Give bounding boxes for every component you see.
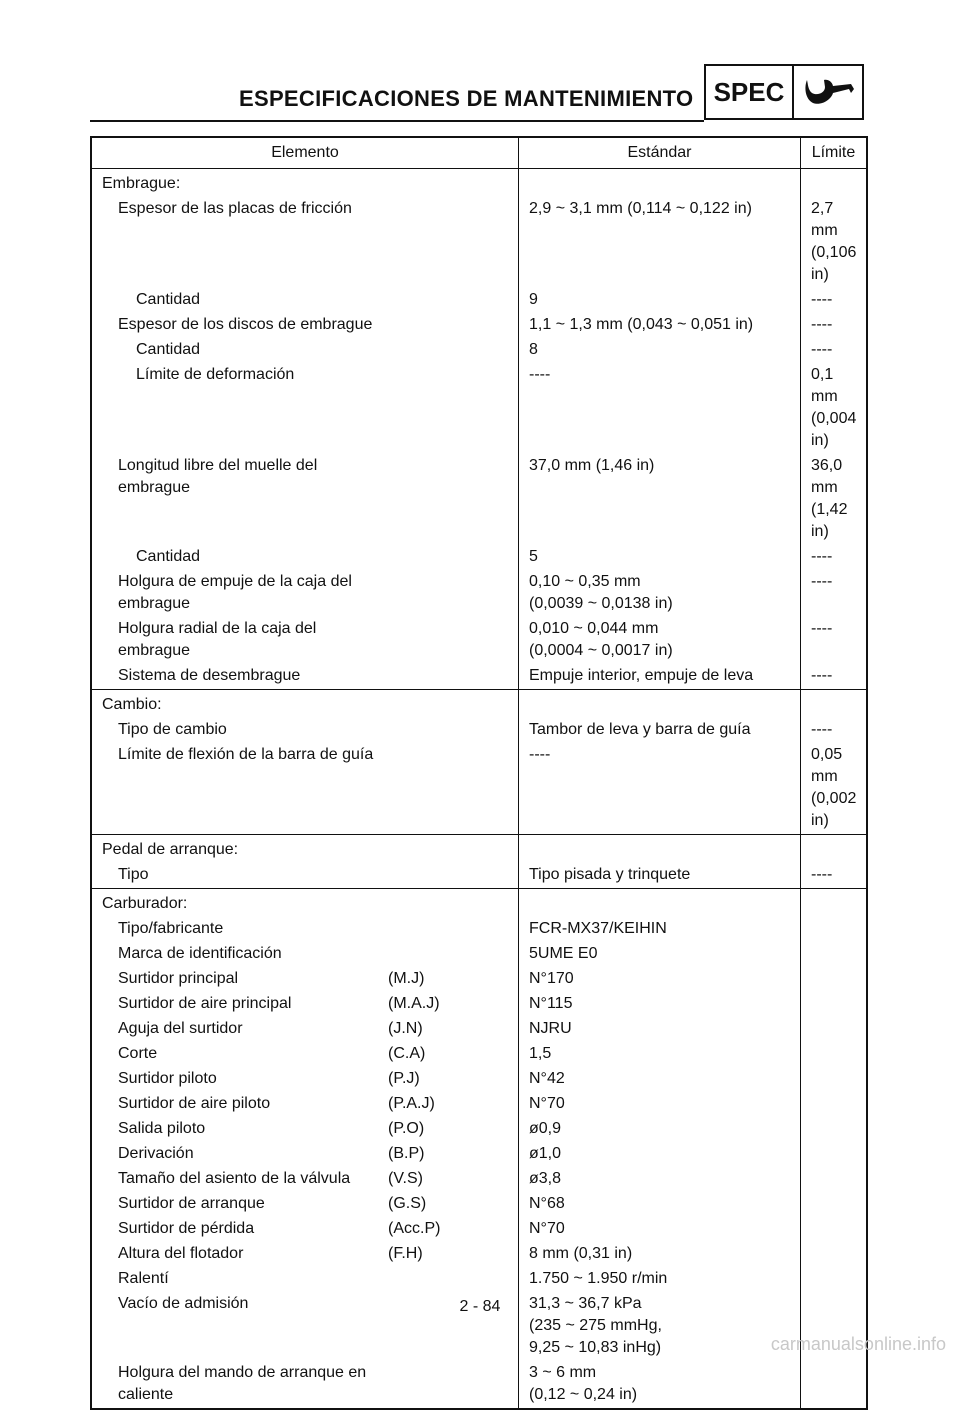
element-name: Salida piloto — [118, 1120, 206, 1137]
element-name: Altura del flotador — [118, 1245, 244, 1262]
standard-value: N°70 — [529, 1220, 565, 1237]
table-row — [91, 942, 867, 967]
standard-value: 0,10 ~ 0,35 mm — [529, 573, 641, 590]
limit-cell — [801, 690, 868, 719]
element-wrap — [118, 1193, 514, 1215]
wrench-icon — [794, 66, 862, 118]
element-name: Espesor de las placas de fricción — [118, 200, 352, 217]
limit-cell — [801, 743, 868, 835]
standard-value: 9,25 ~ 10,83 inHg) — [529, 1339, 662, 1356]
element-name: Derivación — [118, 1145, 194, 1162]
element-code: (P.A.J) — [388, 1095, 435, 1112]
element-wrap — [118, 198, 514, 220]
table-row — [91, 718, 867, 743]
limit-value: ---- — [811, 721, 833, 738]
element-name: Surtidor piloto — [118, 1070, 217, 1087]
limit-cell — [801, 454, 868, 545]
element-wrap — [118, 618, 514, 662]
col-header-element: Elemento — [91, 137, 519, 169]
element-name: Cantidad — [136, 291, 201, 308]
standard-value: ---- — [529, 366, 551, 383]
standard-value: FCR-MX37/KEIHIN — [529, 920, 667, 937]
limit-cell — [801, 1142, 868, 1167]
limit-cell — [801, 288, 868, 313]
limit-cell — [801, 942, 868, 967]
section-title: Carburador: — [91, 889, 519, 918]
element-wrap — [118, 571, 514, 615]
limit-cell — [801, 1117, 868, 1142]
element-cell — [91, 967, 519, 992]
limit-value: ---- — [811, 866, 833, 883]
standard-cell — [519, 1117, 801, 1142]
element-code: (G.S) — [388, 1195, 427, 1212]
standard-value: 1,5 — [529, 1045, 552, 1062]
standard-cell — [519, 863, 801, 889]
element-name: Surtidor de aire piloto — [118, 1095, 271, 1112]
element-name: Límite de flexión de la barra de guía — [118, 746, 374, 763]
standard-cell — [519, 1017, 801, 1042]
limit-value: ---- — [811, 341, 833, 358]
element-cell — [91, 743, 519, 835]
spec-badge — [704, 64, 864, 120]
element-cell — [91, 570, 519, 617]
page-number: 2 - 84 — [459, 1298, 501, 1315]
limit-cell — [801, 313, 868, 338]
element-cell — [91, 197, 519, 288]
header-rule — [90, 120, 704, 122]
limit-cell — [801, 992, 868, 1017]
element-cell — [91, 1267, 519, 1292]
element-wrap — [136, 339, 514, 361]
element-name: Tipo de cambio — [118, 721, 227, 738]
element-name: Ralentí — [118, 1270, 169, 1287]
section-header-row — [91, 169, 867, 198]
element-code: (F.H) — [388, 1245, 423, 1262]
section-header-row — [91, 889, 867, 918]
standard-value: 0,010 ~ 0,044 mm — [529, 620, 659, 637]
limit-value: ---- — [811, 548, 833, 565]
element-cell — [91, 1142, 519, 1167]
element-name: Límite de deformación — [136, 366, 295, 383]
standard-value: Tambor de leva y barra de guía — [529, 721, 751, 738]
table-row — [91, 743, 867, 835]
limit-value: ---- — [811, 620, 833, 637]
limit-cell — [801, 363, 868, 454]
table-row — [91, 288, 867, 313]
element-wrap — [136, 546, 514, 568]
table-row — [91, 313, 867, 338]
standard-cell — [519, 1092, 801, 1117]
element-code: (B.P) — [388, 1145, 425, 1162]
standard-value: (0,0039 ~ 0,0138 in) — [529, 595, 673, 612]
limit-cell — [801, 967, 868, 992]
standard-value: ---- — [529, 746, 551, 763]
element-wrap — [118, 864, 514, 886]
limit-cell — [801, 917, 868, 942]
table-row — [91, 1092, 867, 1117]
col-header-limit: Límite — [801, 137, 868, 169]
watermark: carmanualsonline.info — [770, 1334, 946, 1354]
element-name: Vacío de admisión — [118, 1295, 249, 1312]
limit-cell — [801, 889, 868, 918]
standard-value: (235 ~ 275 mmHg, — [529, 1317, 662, 1334]
section-header-row — [91, 835, 867, 864]
limit-value: (0,002 in) — [811, 790, 857, 829]
standard-cell — [519, 1217, 801, 1242]
element-name: Surtidor de aire principal — [118, 995, 292, 1012]
standard-cell — [519, 197, 801, 288]
standard-cell — [519, 169, 801, 198]
standard-cell — [519, 1042, 801, 1067]
limit-value: 0,05 mm — [811, 746, 843, 785]
table-row — [91, 363, 867, 454]
standard-value: 8 — [529, 341, 538, 358]
element-wrap — [118, 1218, 514, 1240]
element-wrap — [118, 1118, 514, 1140]
limit-cell — [801, 617, 868, 664]
standard-cell — [519, 1167, 801, 1192]
table-row — [91, 617, 867, 664]
limit-value: 36,0 mm — [811, 457, 843, 496]
table-row — [91, 664, 867, 690]
element-cell — [91, 664, 519, 690]
standard-cell — [519, 338, 801, 363]
element-cell — [91, 288, 519, 313]
limit-cell — [801, 1361, 868, 1409]
element-cell — [91, 545, 519, 570]
element-cell — [91, 1017, 519, 1042]
element-wrap — [118, 744, 514, 766]
limit-cell — [801, 718, 868, 743]
standard-cell — [519, 288, 801, 313]
element-name: Sistema de desembrague — [118, 667, 301, 684]
element-name: Holgura del mando de arranque en caliente — [118, 1364, 367, 1403]
element-name: Tamaño del asiento de la válvula — [118, 1170, 351, 1187]
standard-value: (0,0004 ~ 0,0017 in) — [529, 642, 673, 659]
table-row — [91, 1167, 867, 1192]
table-row — [91, 545, 867, 570]
limit-value: ---- — [811, 667, 833, 684]
standard-value: 5UME E0 — [529, 945, 598, 962]
section-title: Cambio: — [91, 690, 519, 719]
element-cell — [91, 363, 519, 454]
limit-cell — [801, 169, 868, 198]
element-cell — [91, 338, 519, 363]
limit-value: 2,7 mm — [811, 200, 838, 239]
standard-cell — [519, 1067, 801, 1092]
section-title: Embrague: — [91, 169, 519, 198]
element-code: (C.A) — [388, 1045, 426, 1062]
standard-cell — [519, 1267, 801, 1292]
limit-cell — [801, 1267, 868, 1292]
element-wrap — [118, 1043, 514, 1065]
standard-value: NJRU — [529, 1020, 572, 1037]
limit-cell — [801, 1167, 868, 1192]
element-name: Surtidor de arranque — [118, 1195, 265, 1212]
standard-cell — [519, 1242, 801, 1267]
standard-value: 1,1 ~ 1,3 mm (0,043 ~ 0,051 in) — [529, 316, 754, 333]
spec-badge-label: SPEC — [706, 66, 794, 118]
standard-value: N°70 — [529, 1095, 565, 1112]
limit-cell — [801, 1067, 868, 1092]
table-row — [91, 992, 867, 1017]
element-wrap — [118, 1268, 514, 1290]
standard-value: ø1,0 — [529, 1145, 562, 1162]
spec-table — [90, 136, 868, 1410]
element-wrap — [118, 1362, 514, 1406]
element-code: (P.O) — [388, 1120, 425, 1137]
standard-value: N°115 — [529, 995, 573, 1012]
element-cell — [91, 718, 519, 743]
limit-cell — [801, 1242, 868, 1267]
standard-cell — [519, 942, 801, 967]
table-body — [91, 169, 867, 1410]
standard-value: 37,0 mm (1,46 in) — [529, 457, 655, 474]
element-cell — [91, 1361, 519, 1409]
standard-value: (0,12 ~ 0,24 in) — [529, 1386, 638, 1403]
element-name: Longitud libre del muelle del embrague — [118, 457, 318, 496]
element-wrap — [118, 943, 514, 965]
table-row — [91, 1242, 867, 1267]
element-name: Holgura radial de la caja del embrague — [118, 620, 317, 659]
limit-cell — [801, 197, 868, 288]
element-name: Holgura de empuje de la caja del embrague — [118, 573, 352, 612]
element-wrap — [118, 1068, 514, 1090]
element-cell — [91, 1117, 519, 1142]
standard-cell — [519, 718, 801, 743]
table-row — [91, 1142, 867, 1167]
element-name: Cantidad — [136, 341, 201, 358]
limit-value: ---- — [811, 573, 833, 590]
limit-cell — [801, 664, 868, 690]
standard-cell — [519, 992, 801, 1017]
table-row — [91, 1192, 867, 1217]
table-row — [91, 1361, 867, 1409]
limit-cell — [801, 570, 868, 617]
table-row — [91, 1217, 867, 1242]
element-wrap — [118, 1093, 514, 1115]
table-row — [91, 454, 867, 545]
element-wrap — [118, 1168, 514, 1190]
standard-cell — [519, 454, 801, 545]
element-cell — [91, 1217, 519, 1242]
standard-cell — [519, 889, 801, 918]
standard-cell — [519, 1192, 801, 1217]
element-name: Aguja del surtidor — [118, 1020, 243, 1037]
standard-value: 31,3 ~ 36,7 kPa — [529, 1295, 642, 1312]
standard-value: Tipo pisada y trinquete — [529, 866, 691, 883]
limit-cell — [801, 1217, 868, 1242]
limit-cell — [801, 545, 868, 570]
table-row — [91, 338, 867, 363]
element-cell — [91, 1242, 519, 1267]
standard-value: 9 — [529, 291, 538, 308]
element-wrap — [118, 1143, 514, 1165]
element-wrap — [118, 455, 514, 499]
element-code: (P.J) — [388, 1070, 420, 1087]
element-code: (M.A.J) — [388, 995, 440, 1012]
standard-value: 1.750 ~ 1.950 r/min — [529, 1270, 668, 1287]
element-wrap — [118, 1243, 514, 1265]
element-cell — [91, 1192, 519, 1217]
element-name: Cantidad — [136, 548, 201, 565]
element-wrap — [118, 665, 514, 687]
limit-value: 0,1 mm — [811, 366, 838, 405]
table-row — [91, 570, 867, 617]
element-cell — [91, 1092, 519, 1117]
element-cell — [91, 917, 519, 942]
table-row — [91, 1042, 867, 1067]
limit-cell — [801, 1042, 868, 1067]
element-wrap — [118, 993, 514, 1015]
element-cell — [91, 942, 519, 967]
table-row — [91, 917, 867, 942]
element-cell — [91, 1042, 519, 1067]
standard-value: ø0,9 — [529, 1120, 562, 1137]
element-wrap — [136, 364, 514, 386]
element-code: (M.J) — [388, 970, 425, 987]
element-wrap — [118, 314, 514, 336]
section-title: Pedal de arranque: — [91, 835, 519, 864]
standard-value: N°170 — [529, 970, 574, 987]
standard-cell — [519, 917, 801, 942]
limit-value: ---- — [811, 291, 833, 308]
table-row — [91, 1267, 867, 1292]
limit-value: ---- — [811, 316, 833, 333]
element-wrap — [118, 719, 514, 741]
element-wrap — [136, 289, 514, 311]
element-wrap — [118, 968, 514, 990]
page-title: ESPECIFICACIONES DE MANTENIMIENTO — [239, 86, 694, 111]
element-cell — [91, 454, 519, 545]
standard-value: Empuje interior, empuje de leva — [529, 667, 754, 684]
element-name: Surtidor principal — [118, 970, 239, 987]
limit-cell — [801, 1092, 868, 1117]
element-name: Tipo — [118, 866, 149, 883]
standard-cell — [519, 545, 801, 570]
standard-value: 5 — [529, 548, 538, 565]
section-header-row — [91, 690, 867, 719]
limit-cell — [801, 1192, 868, 1217]
standard-value: 2,9 ~ 3,1 mm (0,114 ~ 0,122 in) — [529, 200, 752, 217]
table-row — [91, 1017, 867, 1042]
standard-cell — [519, 743, 801, 835]
standard-cell — [519, 967, 801, 992]
element-name: Corte — [118, 1045, 158, 1062]
standard-value: 8 mm (0,31 in) — [529, 1245, 633, 1262]
standard-value: 3 ~ 6 mm — [529, 1364, 597, 1381]
element-code: (Acc.P) — [388, 1220, 441, 1237]
limit-cell — [801, 863, 868, 889]
element-cell — [91, 1167, 519, 1192]
standard-cell — [519, 313, 801, 338]
element-name: Marca de identificación — [118, 945, 282, 962]
standard-cell — [519, 664, 801, 690]
element-cell — [91, 1067, 519, 1092]
element-cell — [91, 313, 519, 338]
element-wrap — [118, 1018, 514, 1040]
standard-cell — [519, 570, 801, 617]
standard-cell — [519, 1142, 801, 1167]
standard-cell — [519, 617, 801, 664]
element-cell — [91, 992, 519, 1017]
limit-cell — [801, 338, 868, 363]
table-header-row — [91, 137, 867, 169]
limit-cell — [801, 1017, 868, 1042]
element-name: Surtidor de pérdida — [118, 1220, 255, 1237]
element-wrap — [118, 918, 514, 940]
limit-value: (1,42 in) — [811, 501, 848, 540]
table-row — [91, 1117, 867, 1142]
limit-value: (0,106 in) — [811, 244, 857, 283]
element-code: (J.N) — [388, 1020, 423, 1037]
standard-value: N°68 — [529, 1195, 565, 1212]
element-name: Tipo/fabricante — [118, 920, 224, 937]
element-code: (V.S) — [388, 1170, 423, 1187]
standard-value: N°42 — [529, 1070, 565, 1087]
element-cell — [91, 617, 519, 664]
element-cell — [91, 863, 519, 889]
standard-cell — [519, 1361, 801, 1409]
table-row — [91, 863, 867, 889]
table-row — [91, 967, 867, 992]
standard-cell — [519, 363, 801, 454]
limit-cell — [801, 835, 868, 864]
element-name: Espesor de los discos de embrague — [118, 316, 373, 333]
standard-cell — [519, 690, 801, 719]
standard-value: ø3,8 — [529, 1170, 562, 1187]
table-row — [91, 1067, 867, 1092]
col-header-standard: Estándar — [519, 137, 801, 169]
limit-value: (0,004 in) — [811, 410, 857, 449]
table-row — [91, 197, 867, 288]
standard-cell — [519, 835, 801, 864]
